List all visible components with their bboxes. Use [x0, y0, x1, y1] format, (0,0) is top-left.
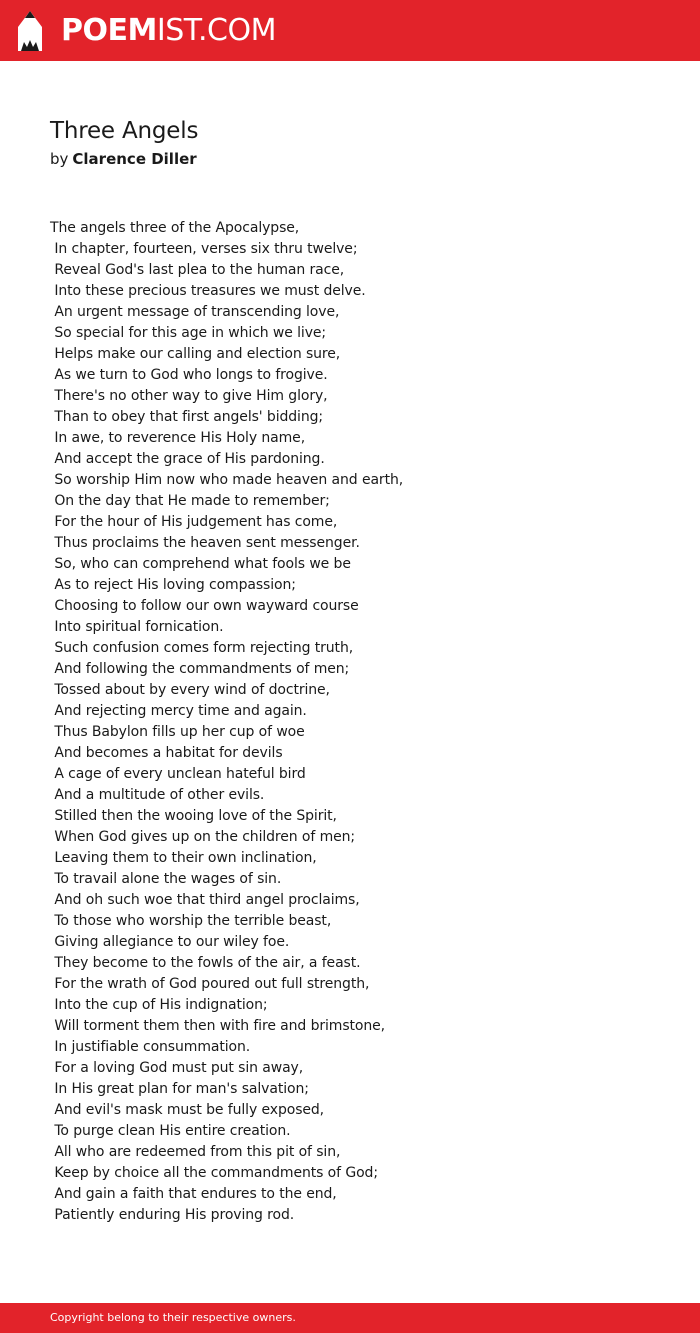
poem-line: And evil's mask must be fully exposed,: [50, 1102, 325, 1118]
poem-line: The angels three of the Apocalypse,: [50, 220, 300, 236]
poem-line: Than to obey that first angels' bidding;: [50, 409, 324, 425]
poem-line: To purge clean His entire creation.: [50, 1123, 291, 1139]
poem-line: They become to the fowls of the air, a feast.: [50, 955, 361, 971]
logo-text-light: IST.COM: [156, 13, 276, 48]
poem-line: In chapter, fourteen, verses six thru twelve;: [50, 241, 358, 257]
poem-line: Leaving them to their own inclination,: [50, 850, 317, 866]
poem-line: An urgent message of transcending love,: [50, 304, 340, 320]
poem-line: All who are redeemed from this pit of sin,: [50, 1144, 341, 1160]
poem-line: Tossed about by every wind of doctrine,: [50, 682, 330, 698]
poem-line: Patiently enduring His proving rod.: [50, 1207, 295, 1223]
pencil-icon: [16, 9, 44, 53]
poem-line: So special for this age in which we live;: [50, 325, 327, 341]
poem-line: Stilled then the wooing love of the Spirit,: [50, 808, 337, 824]
poem-line: Choosing to follow our own wayward course: [50, 598, 359, 614]
poem-line: To those who worship the terrible beast,: [50, 913, 332, 929]
poem-body: [50, 218, 650, 1226]
poem-line: Thus proclaims the heaven sent messenger.: [50, 535, 360, 551]
poem-line: In justifiable consummation.: [50, 1039, 251, 1055]
poem-line: And gain a faith that endures to the end,: [50, 1186, 337, 1202]
poem-line: A cage of every unclean hateful bird: [50, 766, 306, 782]
poem-line: Into the cup of His indignation;: [50, 997, 268, 1013]
poem-line: So worship Him now who made heaven and earth,: [50, 472, 404, 488]
poem-line: Into these precious treasures we must delve.: [50, 283, 366, 299]
poem-title: Three Angels: [50, 118, 199, 144]
by-label: by: [50, 150, 69, 168]
site-logo-text: [61, 8, 276, 54]
poem-line: And becomes a habitat for devils: [50, 745, 283, 761]
poem-line: And rejecting mercy time and again.: [50, 703, 307, 719]
poem-line: Helps make our calling and election sure,: [50, 346, 341, 362]
poem-line: In awe, to reverence His Holy name,: [50, 430, 306, 446]
poem-line: And a multitude of other evils.: [50, 787, 265, 803]
poem-line: Thus Babylon fills up her cup of woe: [50, 724, 305, 740]
site-header: [0, 0, 700, 61]
poem-line: As we turn to God who longs to frogive.: [50, 367, 328, 383]
poem-line: For a loving God must put sin away,: [50, 1060, 304, 1076]
poem-line: When God gives up on the children of men;: [50, 829, 356, 845]
poem-line: For the wrath of God poured out full strength,: [50, 976, 370, 992]
copyright-text: Copyright belong to their respective owners.: [50, 1311, 296, 1324]
site-logo-link[interactable]: [16, 8, 276, 54]
poem-line: Such confusion comes form rejecting truth,: [50, 640, 354, 656]
poem-line: As to reject His loving compassion;: [50, 577, 296, 593]
site-footer: [0, 1303, 700, 1333]
poem-line: Into spiritual fornication.: [50, 619, 224, 635]
poem-line: There's no other way to give Him glory,: [50, 388, 328, 404]
poem-line: And following the commandments of men;: [50, 661, 350, 677]
poem-byline: [50, 148, 197, 170]
poem-line: Reveal God's last plea to the human race,: [50, 262, 345, 278]
poem-line: Will torment them then with fire and brimstone,: [50, 1018, 386, 1034]
author-name[interactable]: Clarence Diller: [72, 150, 197, 168]
poem-line: Keep by choice all the commandments of God;: [50, 1165, 378, 1181]
logo-text-bold: POEM: [61, 13, 157, 48]
poem-line: On the day that He made to remember;: [50, 493, 330, 509]
poem-line: Giving allegiance to our wiley foe.: [50, 934, 290, 950]
poem-line: To travail alone the wages of sin.: [50, 871, 282, 887]
poem-line: And oh such woe that third angel proclaims,: [50, 892, 360, 908]
poem-line: So, who can comprehend what fools we be: [50, 556, 351, 572]
poem-line: And accept the grace of His pardoning.: [50, 451, 325, 467]
poem-line: In His great plan for man's salvation;: [50, 1081, 309, 1097]
poem-line: For the hour of His judgement has come,: [50, 514, 338, 530]
